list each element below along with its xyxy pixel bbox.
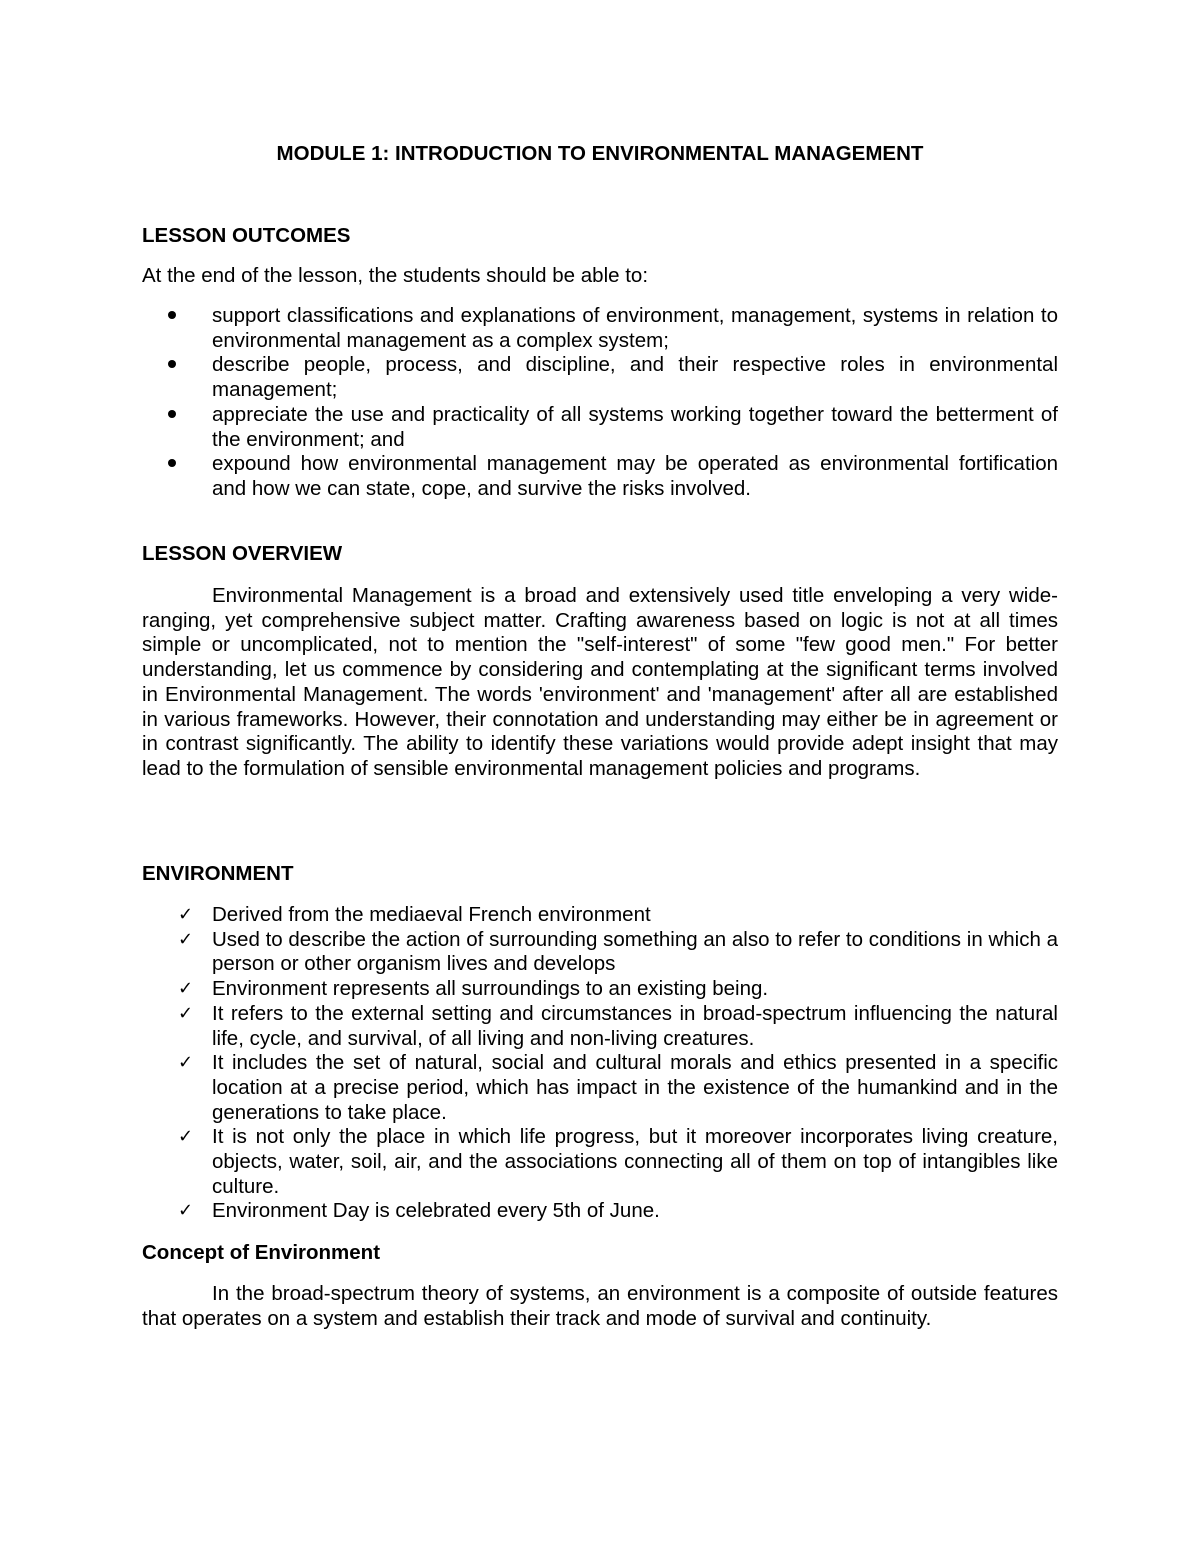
- check-mark-icon: ✓: [178, 1126, 194, 1148]
- list-item-text: Derived from the mediaeval French environment: [212, 903, 651, 926]
- list-item-text: describe people, process, and discipline, and their respective roles in environmental management;: [212, 353, 1058, 402]
- bullet-dot-icon: [168, 452, 188, 477]
- check-mark-icon: ✓: [178, 978, 194, 1000]
- bullet-dot-icon: [168, 304, 188, 329]
- environment-heading: ENVIRONMENT: [142, 862, 294, 885]
- list-item: [142, 1002, 1058, 1051]
- list-item: [142, 452, 1058, 501]
- list-item-text: appreciate the use and practicality of all systems working together toward the betterment of the environment; and: [212, 402, 1058, 451]
- lesson-outcomes-list: [142, 304, 1058, 502]
- list-item-text: Environment represents all surroundings to an existing being.: [212, 977, 769, 1001]
- list-item: [142, 304, 1058, 353]
- concept-of-environment-paragraph: In the broad-spectrum theory of systems, an environment is a composite of outside features that operates on a system and establish their track and mode of survival and continuity.: [142, 1282, 1058, 1330]
- list-item: [142, 903, 1058, 928]
- lesson-overview-heading: LESSON OVERVIEW: [142, 542, 343, 565]
- check-mark-icon: ✓: [178, 928, 194, 950]
- list-item-text: Used to describe the action of surrounding something an also to refer to conditions in which a person or other organism lives and develops: [212, 927, 1058, 976]
- list-item-text: expound how environmental management may be operated as environmental fortification and how we can state, cope, and survive the risks involved.: [212, 452, 1058, 500]
- concept-of-environment-heading: Concept of Environment: [142, 1241, 381, 1264]
- check-mark-icon: ✓: [178, 1052, 194, 1074]
- list-item-text: It includes the set of natural, social and cultural morals and ethics presented in a specific location at a precise period, which has impact in the existence of the humankind and in the generations to take place.: [212, 1051, 1058, 1124]
- list-item: [142, 928, 1058, 977]
- lesson-outcomes-intro: At the end of the lesson, the students should be able to:: [142, 264, 649, 287]
- list-item-text: It is not only the place in which life progress, but it moreover incorporates living creature, objects, water, soil, air, and the associations connecting all of them on top of intangibles like culture.: [212, 1125, 1058, 1198]
- lesson-outcomes-heading: LESSON OUTCOMES: [142, 224, 351, 247]
- environment-list: [142, 903, 1058, 1224]
- bullet-dot-icon: [168, 353, 188, 378]
- check-mark-icon: ✓: [178, 1200, 194, 1222]
- list-item-text: Environment Day is celebrated every 5th of June.: [212, 1199, 660, 1223]
- lesson-overview-paragraph: Environmental Management is a broad and extensively used title enveloping a very wide-ranging, yet comprehensive subject matter. Crafting awareness based on logic is not at all times simple or uncomplicated, not to mention the "self-interest" of some "few good men." For better understanding, let us commence by considering and contemplating at the significant terms involved in Environmental Management. The words 'environment' and 'management' after all are established in various frameworks. However, their connotation and understanding may either be in agreement or in contrast significantly. The ability to identify these variations would provide adept insight that may lead to the formulation of sensible environmental management policies and programs.: [142, 584, 1058, 780]
- list-item: [142, 403, 1058, 452]
- list-item: [142, 353, 1058, 402]
- bullet-dot-icon: [168, 403, 188, 428]
- list-item-text: It refers to the external setting and circumstances in broad-spectrum influencing the natural life, cycle, and survival, of all living and non-living creatures.: [212, 1001, 1058, 1050]
- list-item-text: support classifications and explanations of environment, management, systems in relation to environmental management as a complex system;: [212, 304, 1058, 352]
- check-mark-icon: ✓: [178, 1002, 194, 1024]
- list-item: [142, 977, 1058, 1002]
- check-mark-icon: ✓: [178, 904, 194, 925]
- list-item: [142, 1199, 1058, 1224]
- page-title: MODULE 1: INTRODUCTION TO ENVIRONMENTAL MANAGEMENT: [276, 142, 924, 165]
- list-item: [142, 1125, 1058, 1199]
- list-item: [142, 1051, 1058, 1125]
